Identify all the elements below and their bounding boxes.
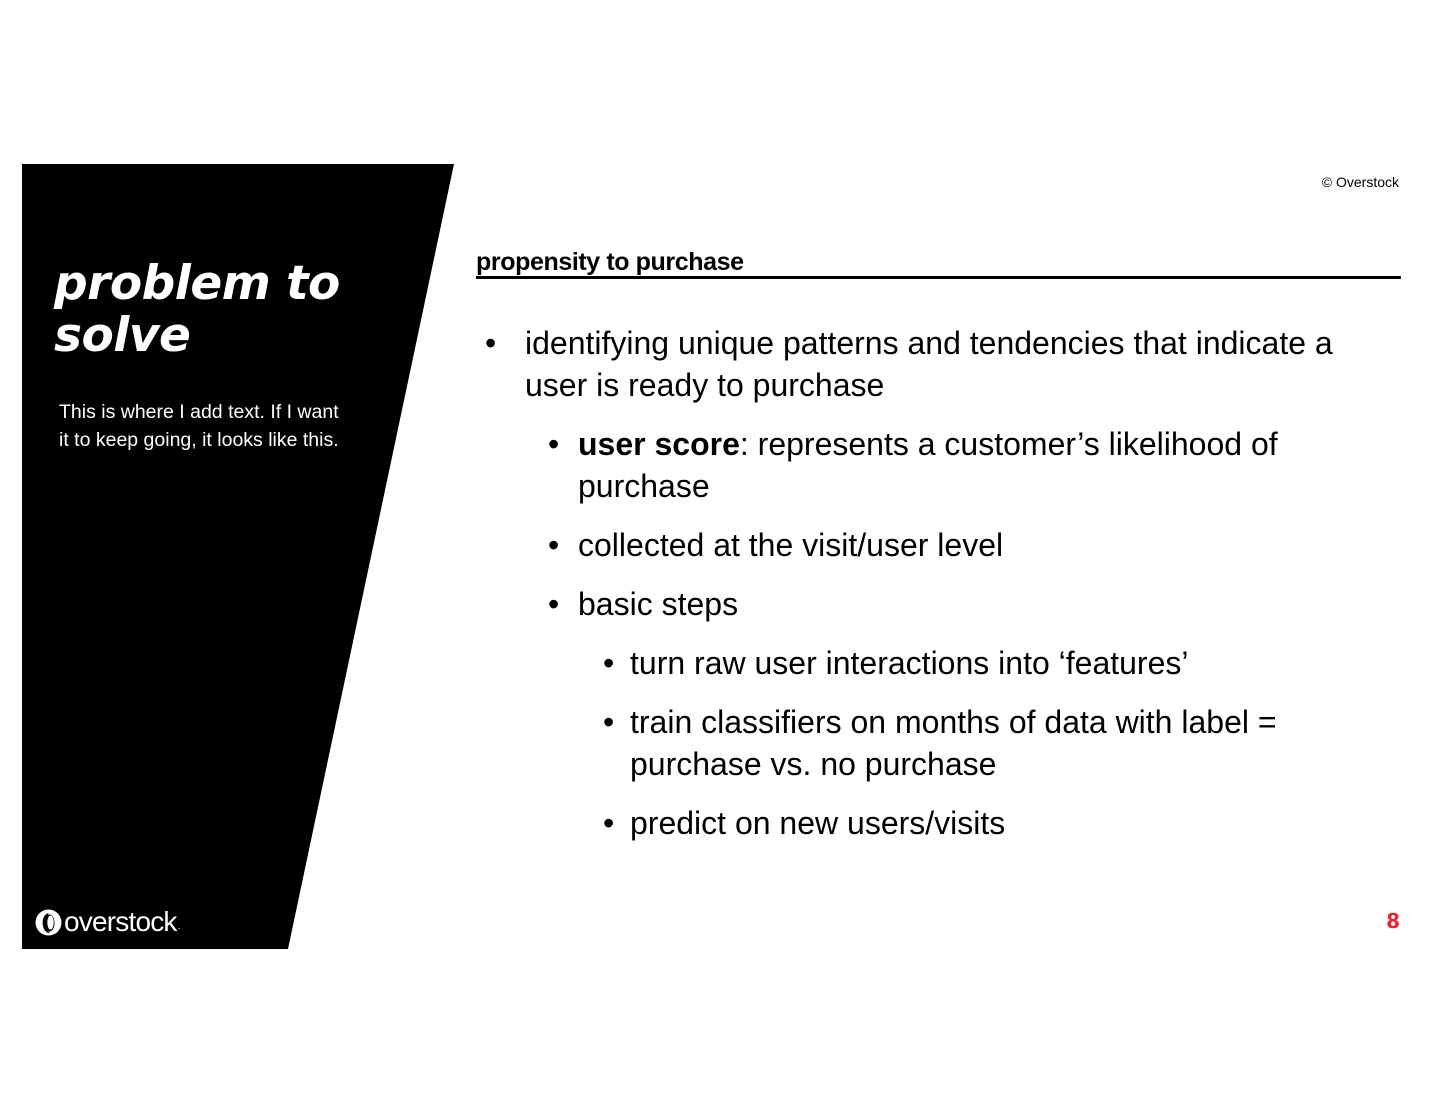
bullet-text: turn raw user interactions into ‘features’ (630, 645, 1189, 681)
section-heading-text: propensity to purchase (476, 248, 744, 276)
logo-text: overstock (64, 906, 177, 937)
bullet-item (478, 802, 1403, 844)
bullet-dot-icon: • (548, 586, 560, 622)
bullet-text: basic steps (578, 586, 739, 622)
page-number: 8 (1386, 909, 1400, 933)
bullet-text: predict on new users/visits (630, 805, 1006, 841)
copyright-notice: © Overstock (1321, 174, 1399, 190)
bullet-item (478, 423, 1403, 507)
bullet-item (478, 701, 1403, 785)
bullet-item (478, 583, 1403, 625)
bullet-text: identifying unique patterns and tendencies that indicate a user is ready to purchase (525, 325, 1333, 403)
bullet-item (478, 642, 1403, 684)
bullet-dot-icon: • (485, 325, 497, 361)
bullet-dot-icon: • (603, 704, 615, 740)
bullet-dot-icon: • (603, 645, 615, 681)
logo-dot: . (177, 921, 181, 932)
panel-body-text: This is where I add text. If I want it to keep going, it looks like this. (59, 401, 339, 451)
section-heading (476, 245, 1401, 279)
bullet-text: : represents a customer’s likelihood of purchase (578, 426, 1278, 504)
bullet-item (478, 524, 1403, 566)
panel-title: problem to solve (54, 256, 340, 363)
bullet-text: collected at the visit/user level (578, 527, 1004, 563)
bullet-dot-icon: • (548, 426, 560, 462)
bullet-dot-icon: • (548, 527, 560, 563)
bullet-dot-icon: • (603, 805, 615, 841)
bullet-item (478, 322, 1403, 406)
overstock-logo (35, 902, 180, 942)
overstock-logo-icon (35, 909, 62, 936)
bullet-text: train classifiers on months of data with label = purchase vs. no purchase (630, 704, 1277, 782)
bullet-list (478, 322, 1403, 861)
bullet-bold-term: user score (578, 426, 740, 462)
